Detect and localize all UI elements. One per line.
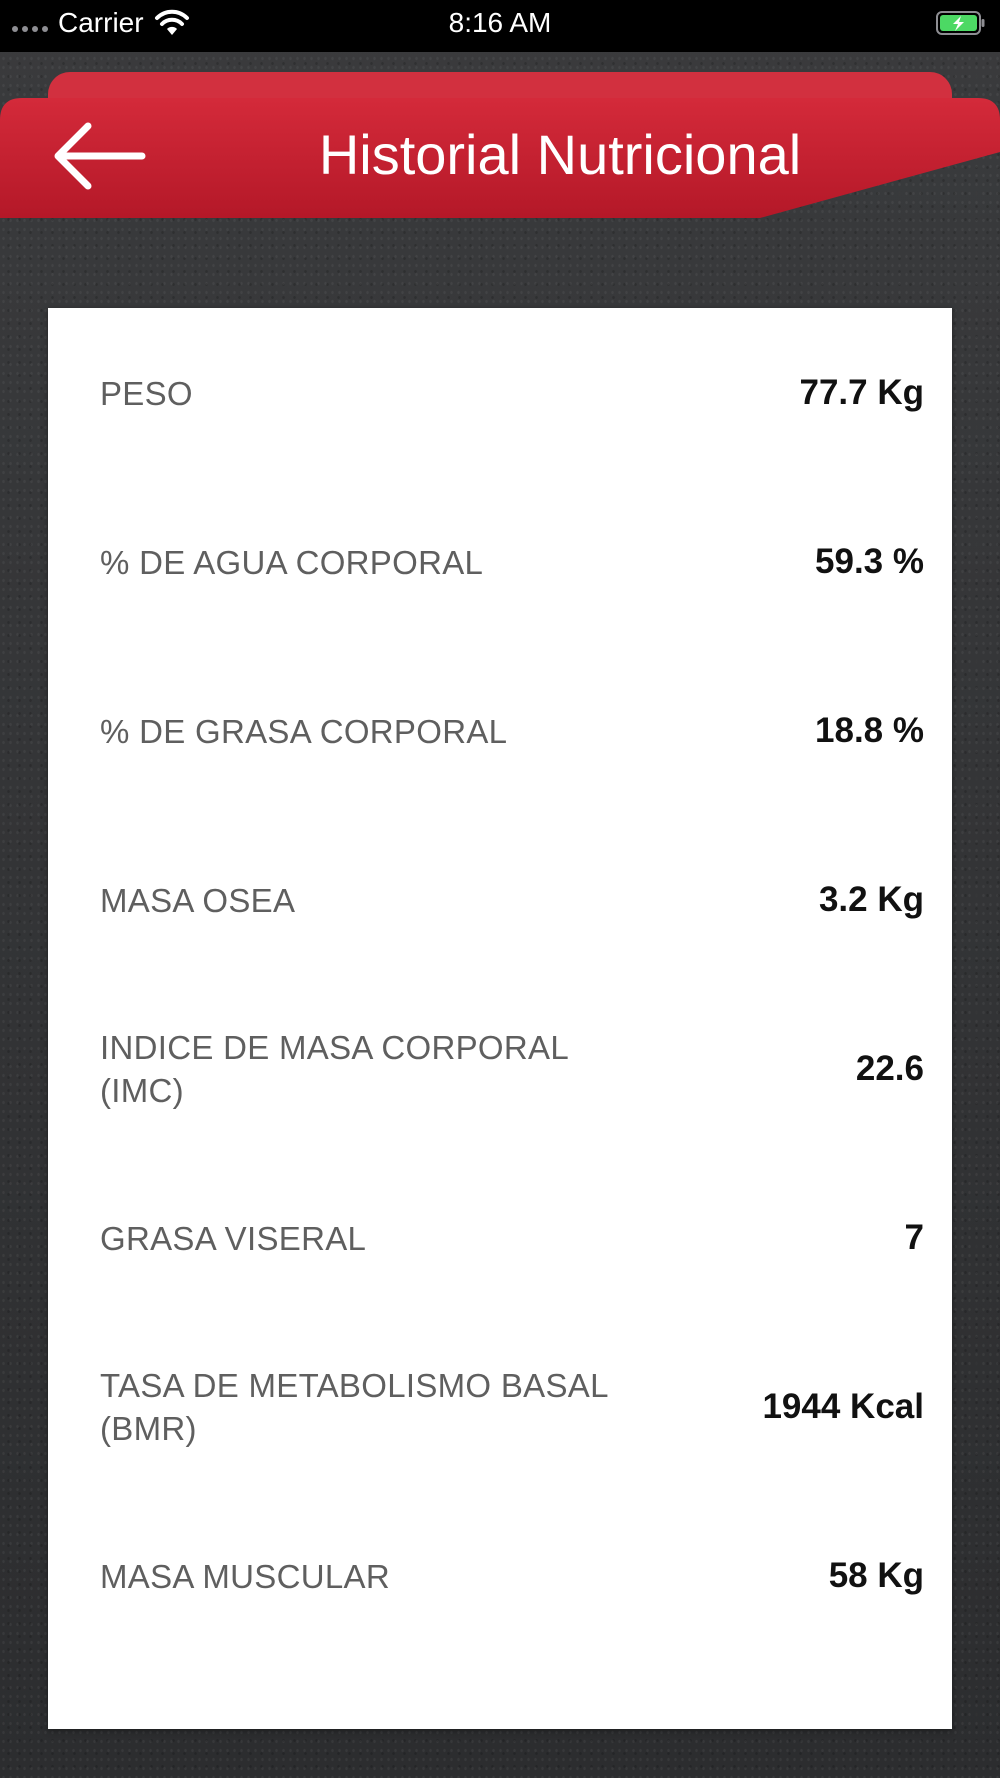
metric-row-grasa-viseral <box>100 1178 926 1298</box>
metric-value: 58 Kg <box>828 1556 924 1595</box>
header <box>0 96 1000 220</box>
metric-label: GRASA VISERAL <box>100 1219 367 1257</box>
metric-value: 7 <box>904 1218 924 1257</box>
metric-label: % DE GRASA CORPORAL <box>100 712 508 750</box>
metric-value: 18.8 % <box>815 711 924 750</box>
metric-row-grasa-corporal <box>100 671 926 791</box>
metric-row-imc <box>100 1009 926 1129</box>
metric-label: MASA OSEA <box>100 881 296 919</box>
metric-value: 1944 Kcal <box>762 1387 924 1426</box>
page-title: Historial Nutricional <box>318 123 802 186</box>
metric-value: 59.3 % <box>815 542 924 581</box>
metric-label: INDICE DE MASA CORPORAL (IMC) <box>100 1029 568 1109</box>
metric-row-peso <box>100 333 926 453</box>
carrier-label: Carrier <box>58 7 144 38</box>
metric-value: 77.7 Kg <box>799 373 924 412</box>
metric-label: TASA DE METABOLISMO BASAL (BMR) <box>100 1367 608 1447</box>
metric-row-agua-corporal <box>100 502 926 622</box>
metric-row-bmr <box>100 1347 926 1467</box>
metric-row-masa-osea <box>100 840 926 960</box>
battery-charging-icon <box>936 11 986 35</box>
metric-value: 22.6 <box>855 1049 924 1088</box>
metric-row-masa-muscular <box>100 1516 926 1636</box>
metric-label: % DE AGUA CORPORAL <box>100 543 484 581</box>
metric-label: PESO <box>100 374 193 412</box>
metric-value: 3.2 Kg <box>818 880 924 919</box>
back-button[interactable] <box>46 114 150 198</box>
arrow-left-icon <box>50 121 146 191</box>
status-time: 8:16 AM <box>448 7 552 38</box>
nutrition-card <box>48 308 952 1729</box>
status-bar <box>0 0 1000 52</box>
metric-label: MASA MUSCULAR <box>100 1557 390 1595</box>
